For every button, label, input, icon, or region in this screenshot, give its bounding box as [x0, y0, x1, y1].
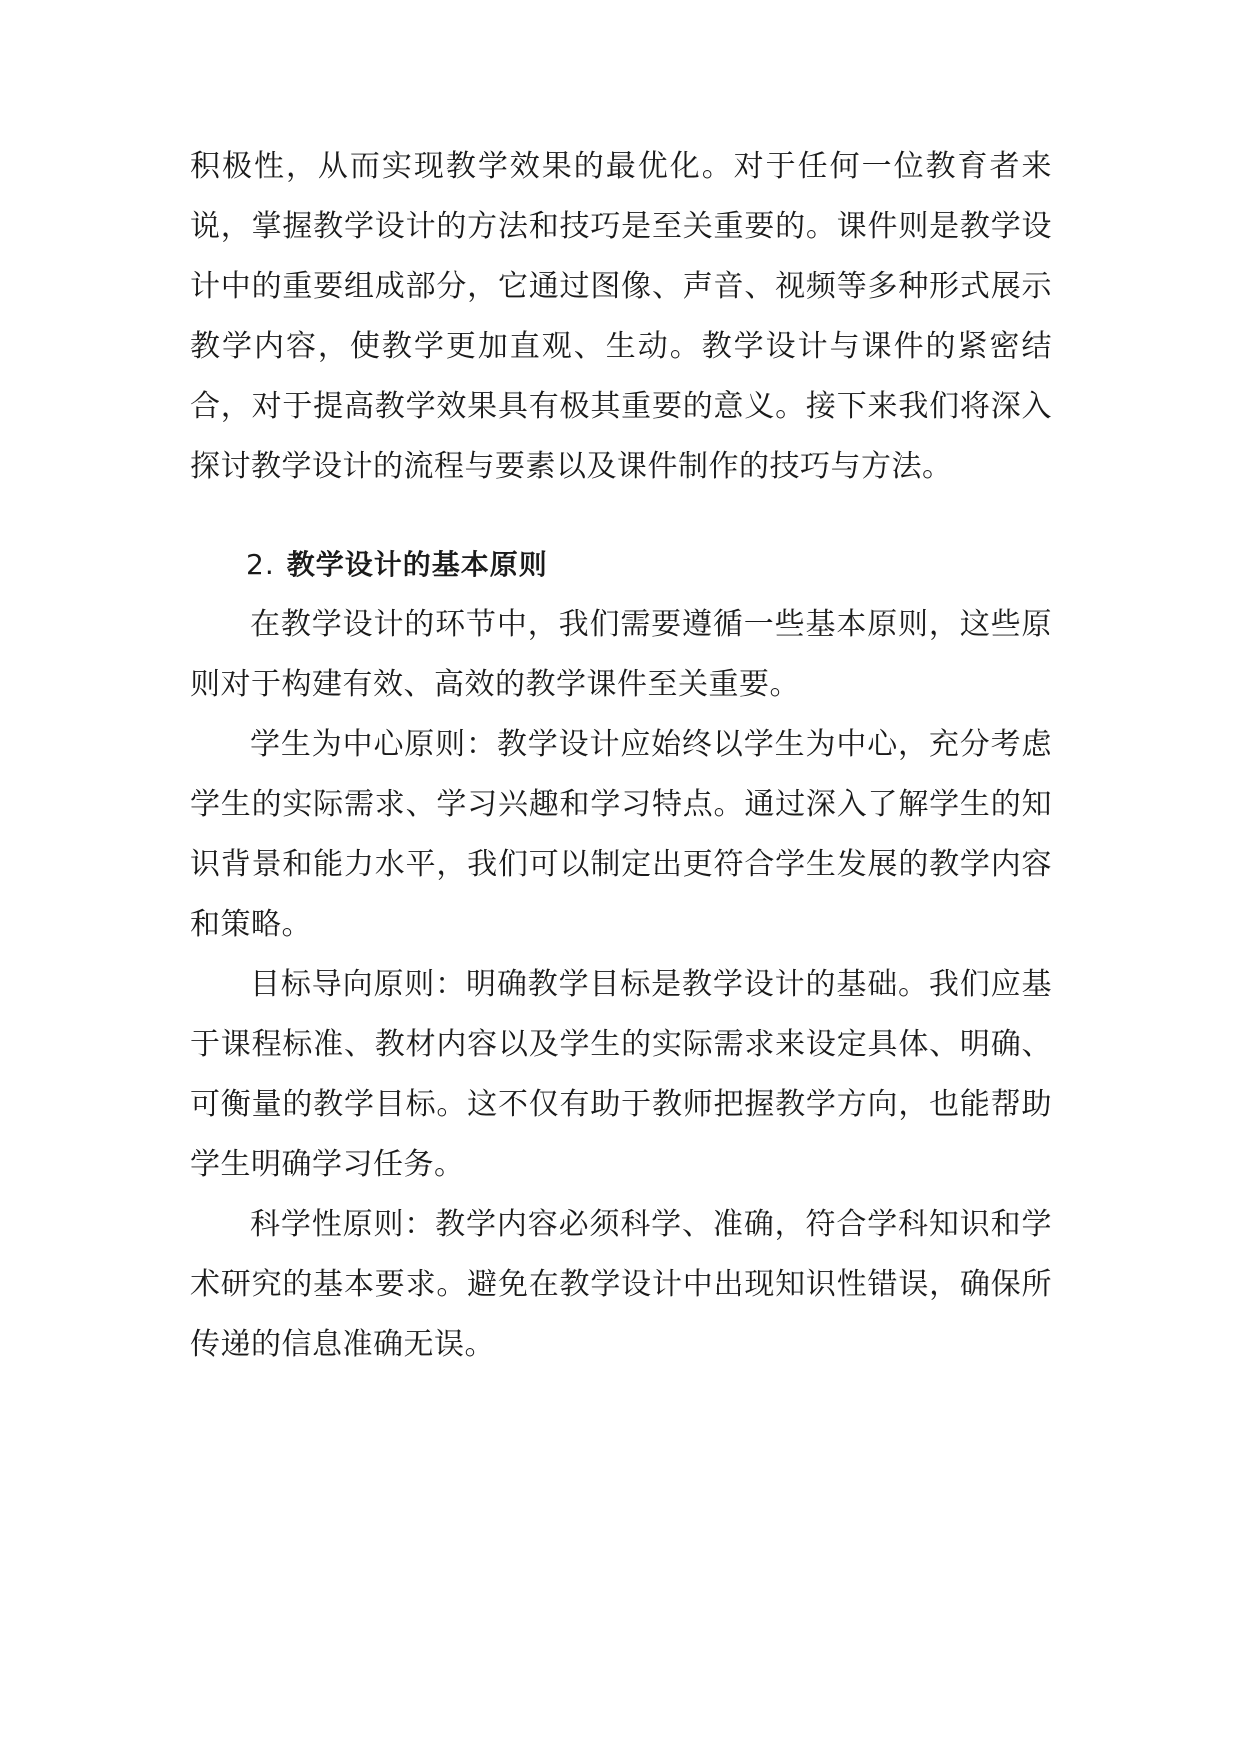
principle-goal-oriented: 目标导向原则：明确教学目标是教学设计的基础。我们应基于课程标准、教材内容以及学生的实际需求来设定具体、明确、可衡量的教学目标。这不仅有助于教师把握教学方向，也能帮助学生明确学习任务。: [190, 967, 1052, 1182]
principle-scientific: 科学性原则：教学内容必须科学、准确，符合学科知识和学术研究的基本要求。避免在教学设计中出现知识性错误，确保所传递的信息准确无误。: [190, 1207, 1052, 1362]
document-page: [190, 137, 1052, 1375]
intro-paragraph: 积极性，从而实现教学效果的最优化。对于任何一位教育者来说，掌握教学设计的方法和技巧是至关重要的。课件则是教学设计中的重要组成部分，它通过图像、声音、视频等多种形式展示教学内容，使教学更加直观、生动。教学设计与课件的紧密结合，对于提高教学效果具有极其重要的意义。接下来我们将深入探讨教学设计的流程与要素以及课件制作的技巧与方法。: [190, 149, 1052, 484]
principle-student-centered: 学生为中心原则：教学设计应始终以学生为中心，充分考虑学生的实际需求、学习兴趣和学习特点。通过深入了解学生的知识背景和能力水平，我们可以制定出更符合学生发展的教学内容和策略。: [190, 727, 1052, 942]
section-heading: [190, 535, 1052, 595]
section-number: 2.: [246, 548, 275, 581]
body-paragraph: 在教学设计的环节中，我们需要遵循一些基本原则，这些原则对于构建有效、高效的教学课件至关重要。: [190, 607, 1052, 702]
section-title: 教学设计的基本原则: [286, 548, 548, 581]
